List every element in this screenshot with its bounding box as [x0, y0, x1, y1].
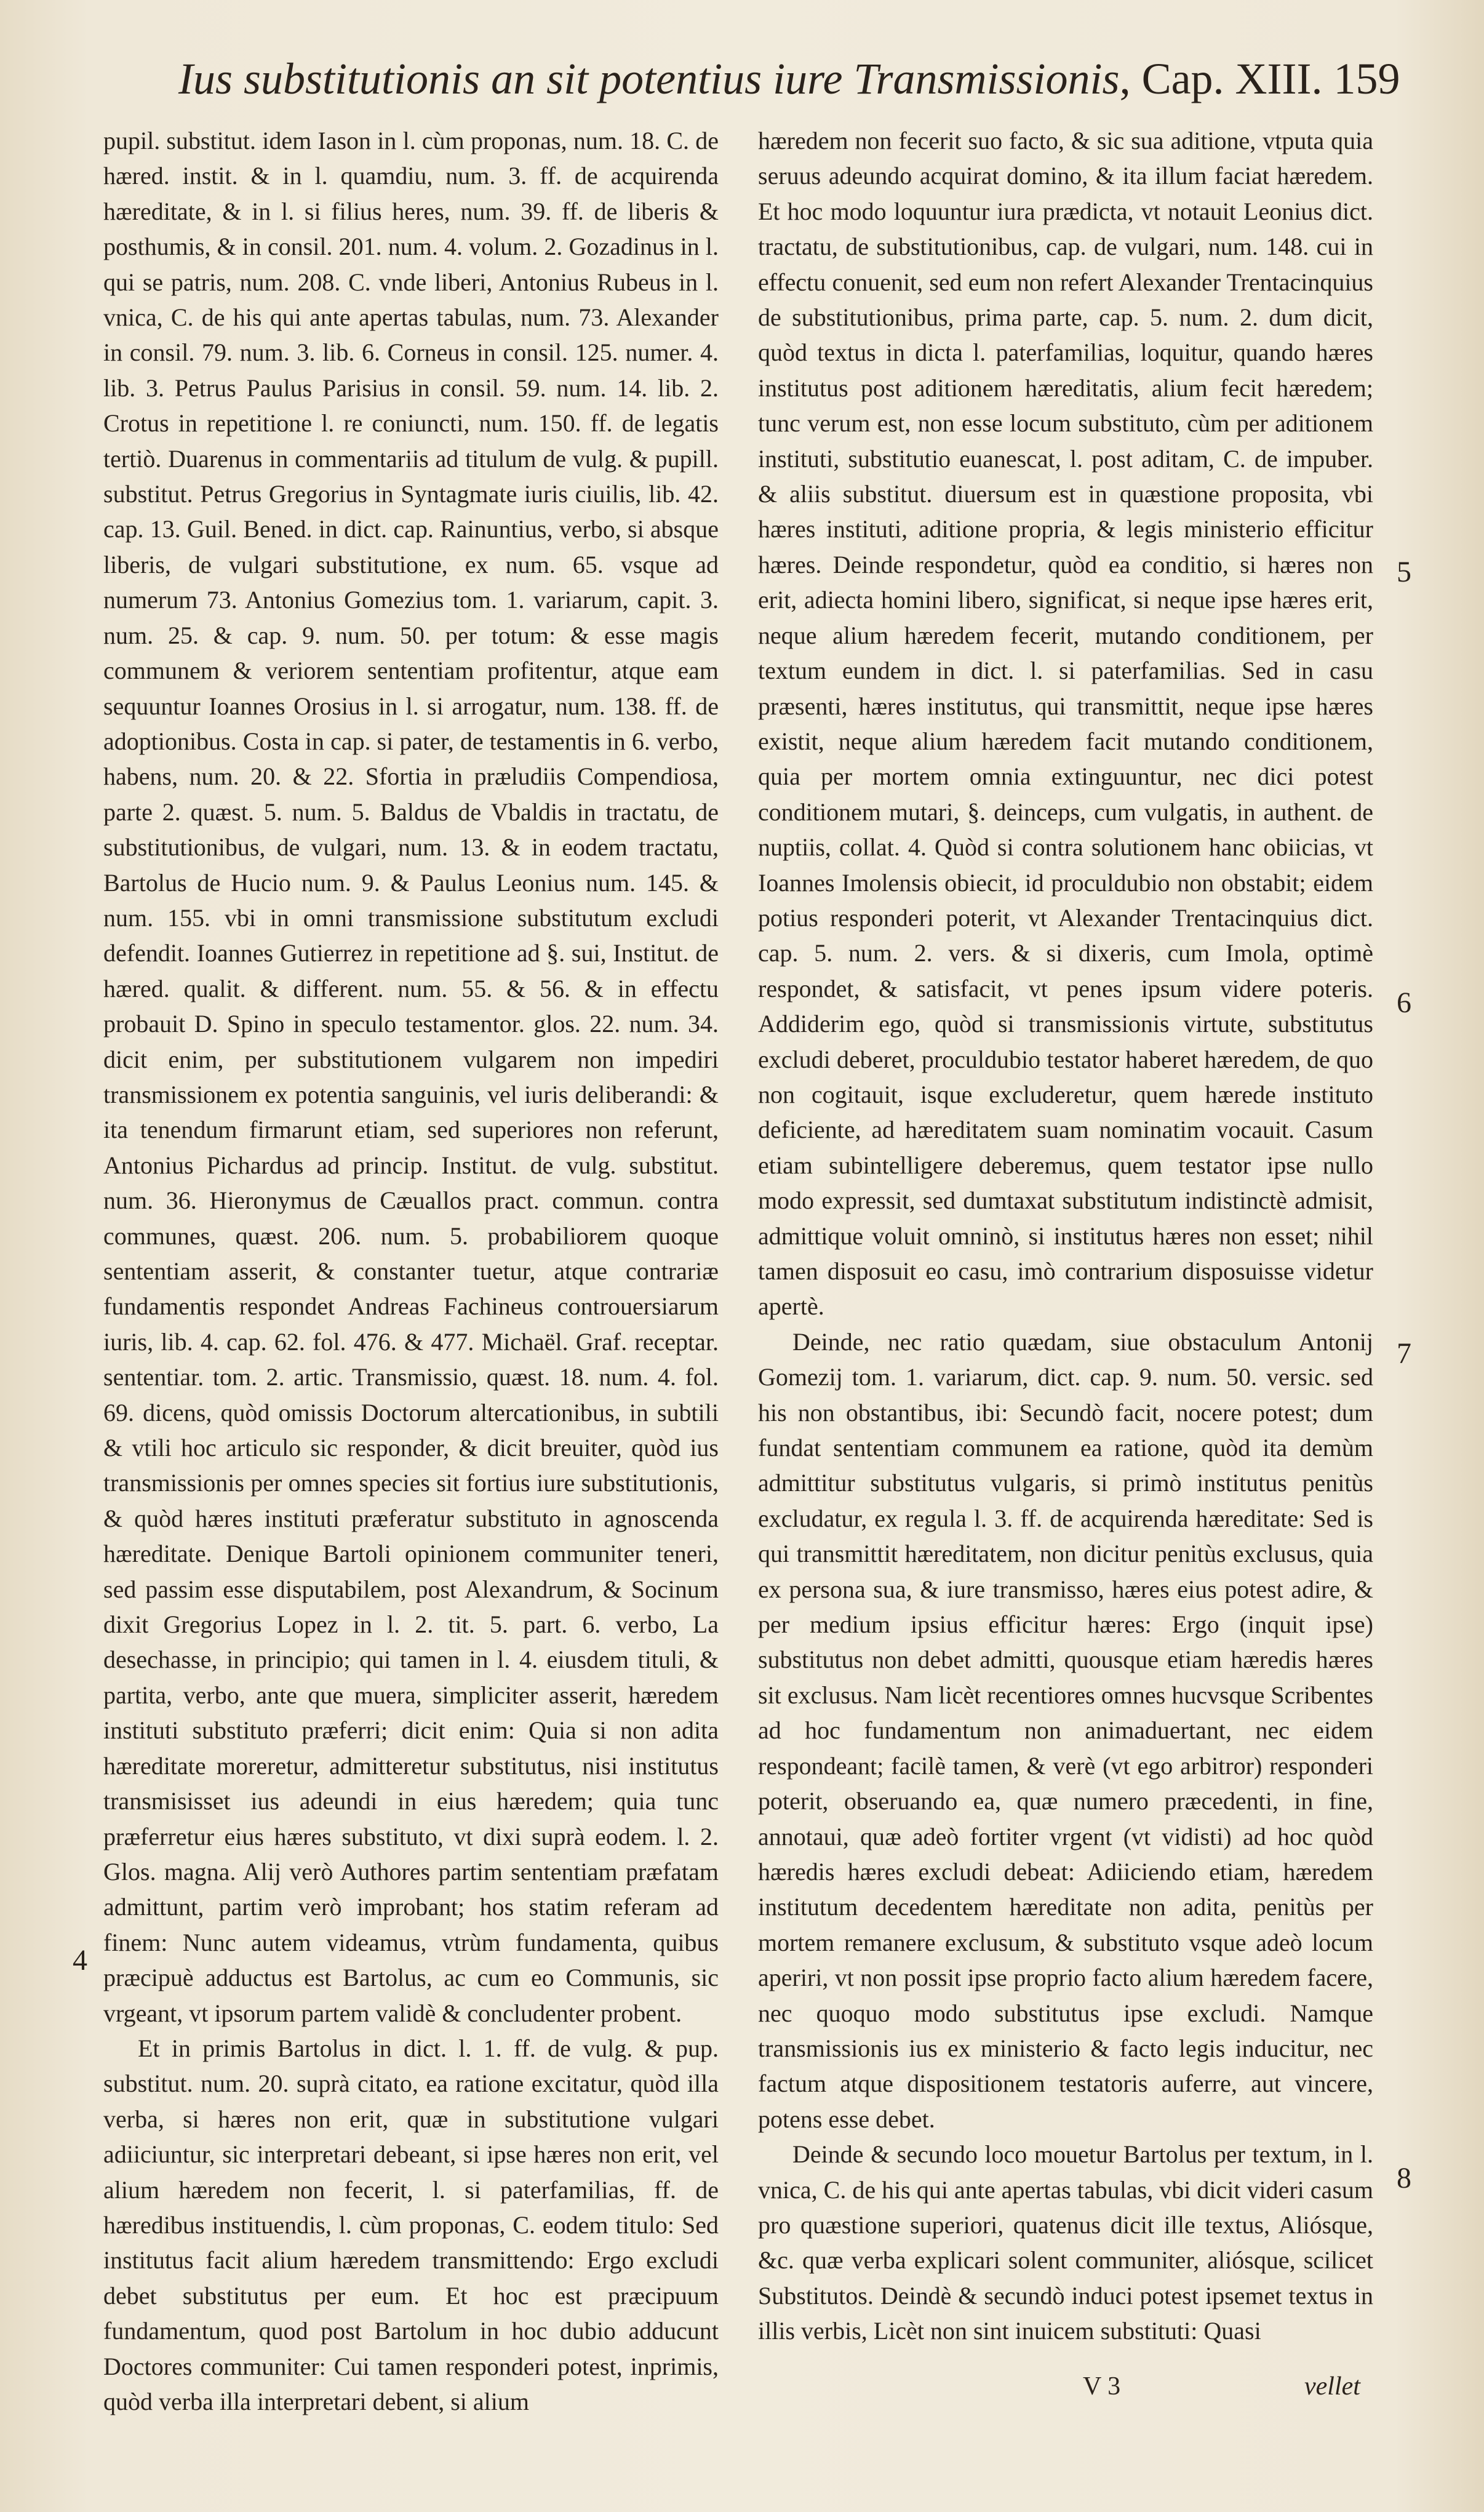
paragraph: Deinde & secundo loco mouetur Bartolus per textum, in l. vnica, C. de his qui ante apertas tabulas, vbi dicit videri casum pro quæstione superiori, quatenus dicit ille textus, Aliósque, &c. quæ verba explicari solent communiter, aliósque, scilicet Substitutos. Deindè & secundò induci potest ipsemet textus in illis verbis, Licèt non sint inuicem substituti: Quasi	[758, 2140, 1373, 2345]
paragraph: pupil. substitut. idem Iason in l. cùm proponas, num. 18. C. de hæred. instit. & in l. quamdiu, num. 3. ff. de acquirenda hæreditate, & in l. si filius heres, num. 39. ff. de liberis & posthumis, & in consil. 201. num. 4. volum. 2. Gozadinus in l. qui se patris, num. 208. C. vnde liberi, Antonius Rubeus in l. vnica, C. de his qui ante apertas tabulas, num. 73. Alexander in consil. 79. num. 3. lib. 6. Corneus in consil. 125. numer. 4. lib. 3. Petrus Paulus Parisius in consil. 59. num. 14. lib. 2. Crotus in repetitione l. re coniuncti, num. 150. ff. de legatis tertiò. Duarenus in commentariis ad titulum de vulg. & pupill. substitut. Petrus Gregorius in Syntagmate iuris ciuilis, lib. 42. cap. 13. Guil. Bened. in dict. cap. Rainuntius, verbo, si absque liberis, de vulgari substitutione, ex num. 65. vsque ad numerum 73. Antonius Gomezius tom. 1. variarum, capit. 3. num. 25. & cap. 9. num. 50. per totum: & esse magis communem & veriorem sententiam profitentur, atque eam sequuntur Ioannes Orosius in l. si arrogatur, num. 138. ff. de adoptionibus. Costa in cap. si pater, de testamentis in 6. verbo, habens, num. 20. & 22. Sfortia in præludiis Compendiosa, parte 2. quæst. 5. num. 5. Baldus de Vbaldis in tractatu, de substitutionibus, de vulgari, num. 13. & in eodem tractatu, Bartolus de Hucio num. 9. & Paulus Leonius num. 145. & num. 155. vbi in omni transmissione substitutum excludi defendit. Ioannes Gutierrez in repetitione ad §. sui, Institut. de hæred. qualit. & different. num. 55. & 56. & in effectu probauit D. Spino in speculo testamentor. glos. 22. num. 34. dicit enim, per substitutionem vulgarem non impediri transmissionem ex potentia sanguinis, vel iuris deliberandi: & ita tenendum firmarunt etiam, sed superiores non referunt, Antonius Pichardus ad princip. Institut. de vulg. substitut. num. 36. Hieronymus de Cæuallos pract. commun. contra communes, quæst. 206. num. 5. probabiliorem quoque sententiam asserit, & constanter tuetur, atque contrariæ fundamentis respondet Andreas Fachineus controuersiarum iuris, lib. 4. cap. 62. fol. 476. & 477. Michaël. Graf. receptar. sententiar. tom. 2. artic. Transmissio, quæst. 18. num. 4. fol. 69. dicens, quòd omissis Doctorum altercationibus, in subtili & vtili hoc articulo sic responder, & dicit breuiter, quòd ius transmissionis per omnes species sit fortius iure substitutionis, & quòd hæres instituti præferatur substituto in agnoscenda hæreditate. Denique Bartoli opinionem communiter teneri, sed passim esse disputabilem, post Alexandrum, & Socinum dixit Gregorius Lopez in l. 2. tit. 5. part. 6. verbo, La desechasse, in principio; qui tamen in l. 4. eiusdem tituli, & partita, verbo, ante que muera, simpliciter asserit, hæredem instituti substituto præferri; dicit enim: Quia si non adita hæreditate moreretur, admitteretur substitutus, nisi institutus transmisisset ius adeundi in eius hæredem; quia tunc præferretur eius hæres substituto, vt dixi suprà eodem. l. 2. Glos. magna. Alij verò Authores partim sententiam præfatam admittunt, partim verò improbant; hos statim referam ad finem: Nunc autem videamus, vtrùm fundamenta, quibus præcipuè adductus est Bartolus, ac cum eo Communis, sic vrgeant, vt ipsorum partem validè & concludenter probent.	[103, 127, 719, 2027]
page-number: 159	[1333, 54, 1400, 103]
margin-number: 6	[1397, 986, 1411, 1019]
running-title: Ius substitutionis an sit potentius iure Transmissionis	[178, 54, 1120, 103]
margin-number: 8	[1397, 2162, 1411, 2194]
running-header	[178, 48, 1400, 110]
margin-number: 5	[1397, 556, 1411, 588]
margin-number: 4	[73, 1944, 87, 1977]
chapter-label: , Cap. XIII.	[1119, 54, 1323, 103]
margin-number: 7	[1397, 1337, 1411, 1370]
paragraph: Et in primis Bartolus in dict. l. 1. ff. de vulg. & pup. substitut. num. 20. suprà citato, ea ratione excitatur, quòd illa verba, si hæres non erit, quæ in substitutione vulgari adiiciuntur, sic interpretari debeant, si ipse hæres non erit, vel alium hæredem non fecerit, l. si paterfamilias, ff. de hæredibus instituendis, l. cùm proponas, C. eodem titulo: Sed institutus facit alium hæredem transmittendo: Ergo excludi debet substitutus per eum. Et hoc est præcipuum fundamentum, quod post Bartolum in hoc dubio adducunt Doctores communiter: Cui tamen responderi potest, inprimis, quòd verba illa interpretari debent, si alium	[103, 2034, 719, 2415]
left-column	[103, 123, 719, 2415]
catchword: vellet	[1304, 2372, 1360, 2401]
signature-mark: V 3	[1083, 2372, 1121, 2401]
right-column	[758, 123, 1373, 2363]
paragraph: hæredem non fecerit suo facto, & sic sua aditione, vtputa quia seruus adeundo acquirat domino, & ita illum faciat hæredem. Et hoc modo loquuntur iura prædicta, vt notauit Leonius dict. tractatu, de substitutionibus, cap. de vulgari, num. 148. cui in effectu conuenit, sed eum non refert Alexander Trentacinquius de substitutionibus, prima parte, cap. 5. num. 2. dum dicit, quòd textus in dicta l. paterfamilias, loquitur, quando hæres institutus post aditionem hæreditatis, alium fecit hæredem; tunc verum est, non esse locum substituto, cùm per aditionem instituti, substitutio euanescat, l. post aditam, C. de impuber. & aliis substitut. diuersum est in quæstione proposita, vbi hæres instituti, aditione propria, & legis ministerio efficitur hæres. Deinde respondetur, quòd ea conditio, si hæres non erit, adiecta homini libero, significat, si neque ipse hæres erit, neque alium hæredem fecerit, mutando conditionem, per textum eundem in dict. l. si paterfamilias. Sed in casu præsenti, hæres institutus, qui transmittit, neque ipse hæres existit, neque alium hæredem facit mutando conditionem, quia per mortem omnia extinguuntur, nec dici potest conditionem mutari, §. deinceps, cum vulgatis, in authent. de nuptiis, collat. 4. Quòd si contra solutionem hanc obiicias, vt Ioannes Imolensis obiecit, id proculdubio non obstabit; eidem potius responderi poterit, vt Alexander Trentacinquius dict. cap. 5. num. 2. vers. & si dixeris, cum Imola, optimè respondet, & satisfacit, vt penes ipsum videre poteris. Addiderim ego, quòd si transmissionis virtute, substitutus excludi deberet, proculdubio testator haberet hæredem, de quo non cogitauit, isque excluderetur, quem hærede instituto deficiente, ad hæreditatem suam nominatim vocauit. Casum etiam subintelligere deberemus, quem testator ipse nullo modo expressit, sed dumtaxat substitutum indistinctè admisit, admittique voluit omninò, si institutus hæres non esset; nihil tamen disposuit eo casu, imò contrarium disposuisse videtur apertè.	[758, 127, 1373, 1321]
paragraph: Deinde, nec ratio quædam, siue obstaculum Antonij Gomezij tom. 1. variarum, dict. cap. 9. num. 50. versic. sed his non obstantibus, ibi: Secundò facit, nocere potest; dum fundat sententiam communem ea ratione, quòd ita demùm admittitur substitutus vulgaris, si primò institutus penitùs excludatur, ex regula l. 3. ff. de acquirenda hæreditate: Sed is qui transmittit hæreditatem, non dicitur penitùs exclusus, quia ex persona sua, & iure transmisso, hæres eius potest adire, & per medium ipsius efficitur hæres: Ergo (inquit ipse) substitutus non debet admitti, quousque etiam hæredis hæres sit exclusus. Nam licèt recentiores omnes hucvsque Scribentes ad hoc fundamentum non animaduertant, nec eidem respondeant; facilè tamen, & verè (vt ego arbitror) responderi poterit, obseruando ea, quæ numero præcedenti, in fine, annotaui, quæ adeò fortiter vrgent (vt vidisti) ad hoc quòd hæredis hæres excludi debeat: Adiiciendo etiam, hæredem institutum decedentem hæreditate non adita, penitùs per mortem remanere exclusum, & substituto vsque adeò locum aperiri, vt non possit ipse proprio facto alium hæredem facere, nec quoquo modo substitutus ipse excludi. Namque transmissionis ius ex ministerio & facto legis inducitur, nec factum atque dispositionem testatoris auferre, aut vincere, potens esse debet.	[758, 1327, 1373, 2133]
